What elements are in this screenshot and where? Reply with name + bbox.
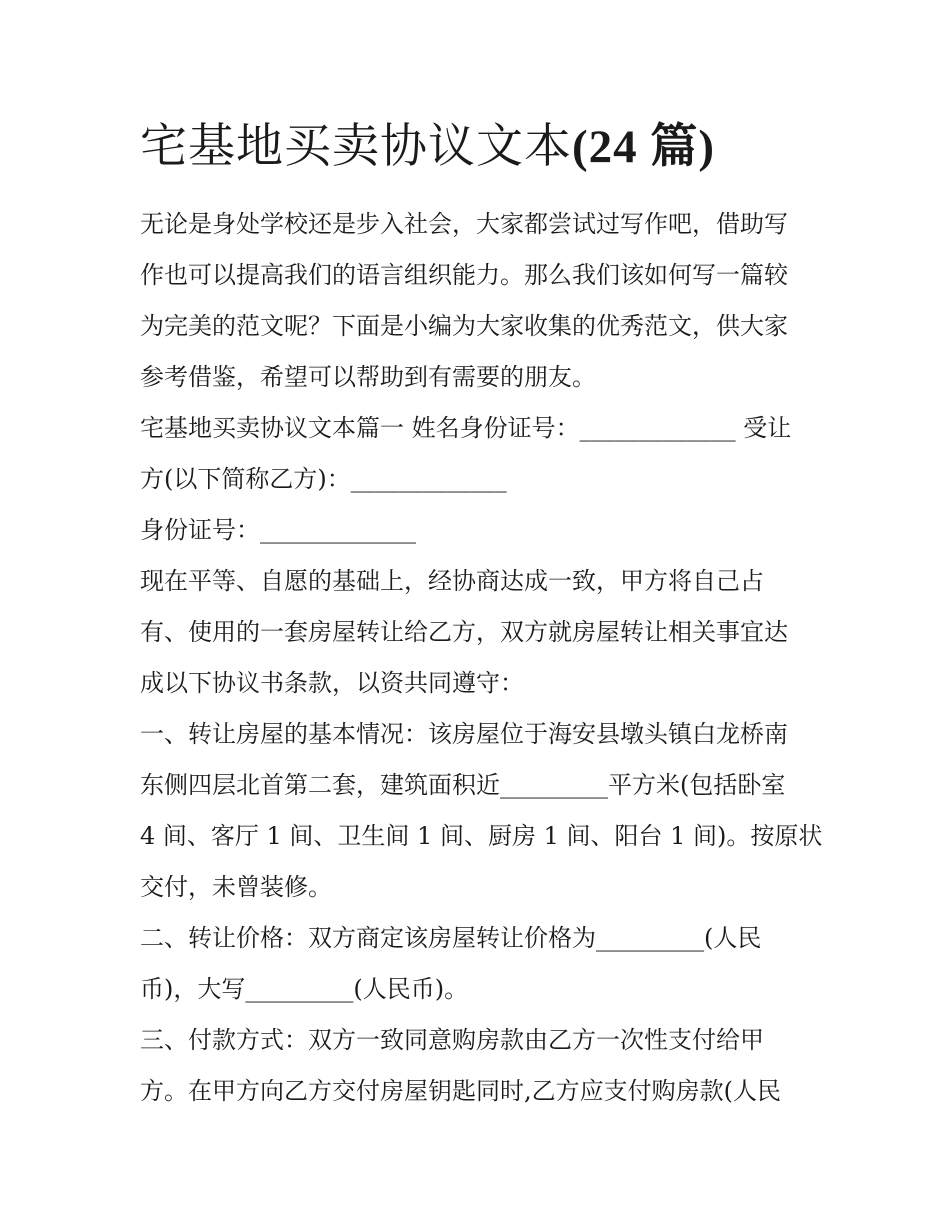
text-line: 币)，大写_________(人民币)。 (140, 975, 469, 1003)
text-line: 4 间、客厅 1 间、卫生间 1 间、厨房 1 间、阳台 1 间)。按原状 (140, 822, 823, 850)
document-title (140, 112, 840, 182)
text-line: 参考借鉴，希望可以帮助到有需要的朋友。 (140, 363, 596, 391)
text-line: 身份证号：_____________ (140, 516, 416, 544)
text-line: 作也可以提高我们的语言组织能力。那么我们该如何写一篇较 (140, 261, 788, 289)
text-line: 宅基地买卖协议文本篇一 姓名身份证号：_____________ 受让 (140, 414, 792, 442)
document-body (140, 199, 823, 1117)
text-line: 二、转让价格：双方商定该房屋转让价格为_________(人民 (140, 924, 762, 952)
text-line: 为完美的范文呢？下面是小编为大家收集的优秀范文，供大家 (140, 312, 788, 340)
text-line: 交付，未曾装修。 (140, 873, 332, 901)
text-line: 一、转让房屋的基本情况：该房屋位于海安县墩头镇白龙桥南 (140, 720, 788, 748)
text-line: 三、付款方式：双方一致同意购房款由乙方一次性支付给甲 (140, 1026, 764, 1054)
text-line: 方。在甲方向乙方交付房屋钥匙同时,乙方应支付购房款(人民 (140, 1077, 781, 1105)
text-line: 方(以下简称乙方)：_____________ (140, 465, 507, 493)
title-suffix: (24 篇) (572, 121, 716, 173)
text-line: 东侧四层北首第二套，建筑面积近_________平方米(包括卧室 (140, 771, 786, 799)
text-line: 无论是身处学校还是步入社会，大家都尝试过写作吧，借助写 (140, 210, 788, 238)
text-line: 成以下协议书条款，以资共同遵守： (140, 669, 524, 697)
text-line: 有、使用的一套房屋转让给乙方，双方就房屋转让相关事宜达 (140, 618, 788, 646)
title-main: 宅基地买卖协议文本 (140, 119, 572, 174)
text-line: 现在平等、自愿的基础上，经协商达成一致，甲方将自己占 (140, 567, 764, 595)
